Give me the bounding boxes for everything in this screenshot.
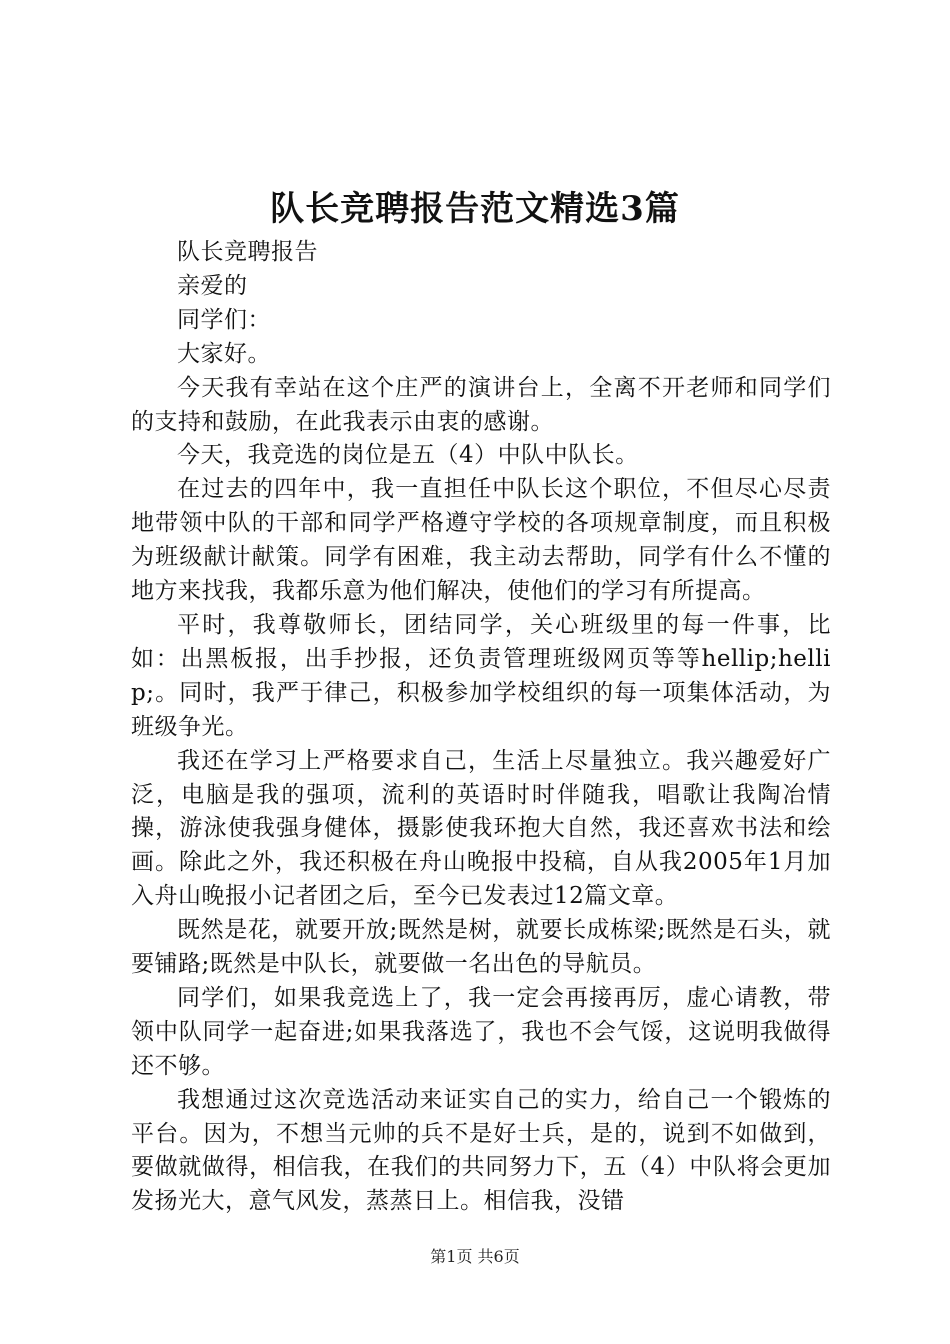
paragraph: 大家好。 <box>177 340 271 367</box>
paragraph: 亲爱的 <box>177 272 248 299</box>
paragraph: 我想通过这次竞选活动来证实自己的实力，给自己一个锻炼的平台。因为，不想当元帅的兵不是好士兵，是的，说到不如做到，要做就做得，相信我，在我们的共同努力下，五（4）中队将会更加发扬光大，意气风发，蒸蒸日上。相信我，没错 <box>131 1086 831 1215</box>
paragraph: 今天，我竞选的岗位是五（4）中队中队长。 <box>177 442 639 469</box>
paragraph: 我还在学习上严格要求自己，生活上尽量独立。我兴趣爱好广泛，电脑是我的强项，流利的英语时时伴随我，唱歌让我陶冶情操，游泳使我强身健体，摄影使我环抱大自然，我还喜欢书法和绘画。除此之外，我还积极在舟山晚报中投稿，自从我2005年1月加入舟山晚报小记者团之后，至今已发表过12篇文章。 <box>131 747 831 910</box>
paragraph: 平时，我尊敬师长，团结同学，关心班级里的每一件事，比如：出黑板报，出手抄报，还负责管理班级网页等等hellip;hellip;。同时，我严于律己，积极参加学校组织的每一项集体活动，为班级争光。 <box>131 611 831 740</box>
paragraph: 同学们： <box>177 306 271 333</box>
paragraph: 既然是花，就要开放;既然是树，就要长成栋梁;既然是石头，就要铺路;既然是中队长，就要做一名出色的导航员。 <box>131 917 831 978</box>
page-footer: 第1页 共6页 <box>430 1247 520 1266</box>
document-title: 队长竞聘报告范文精选3篇 <box>270 189 680 229</box>
document-body <box>131 236 831 1219</box>
paragraph: 在过去的四年中，我一直担任中队长这个职位，不但尽心尽责地带领中队的干部和同学严格遵守学校的各项规章制度，而且积极为班级献计献策。同学有困难，我主动去帮助，同学有什么不懂的地方来找我，我都乐意为他们解决，使他们的学习有所提高。 <box>131 476 831 605</box>
paragraph: 同学们，如果我竞选上了，我一定会再接再厉，虚心请教，带领中队同学一起奋进;如果我落选了，我也不会气馁，这说明我做得还不够。 <box>131 984 831 1079</box>
paragraph: 今天我有幸站在这个庄严的演讲台上，全离不开老师和同学们的支持和鼓励，在此我表示由衷的感谢。 <box>131 374 831 435</box>
paragraph: 队长竞聘报告 <box>177 239 318 265</box>
